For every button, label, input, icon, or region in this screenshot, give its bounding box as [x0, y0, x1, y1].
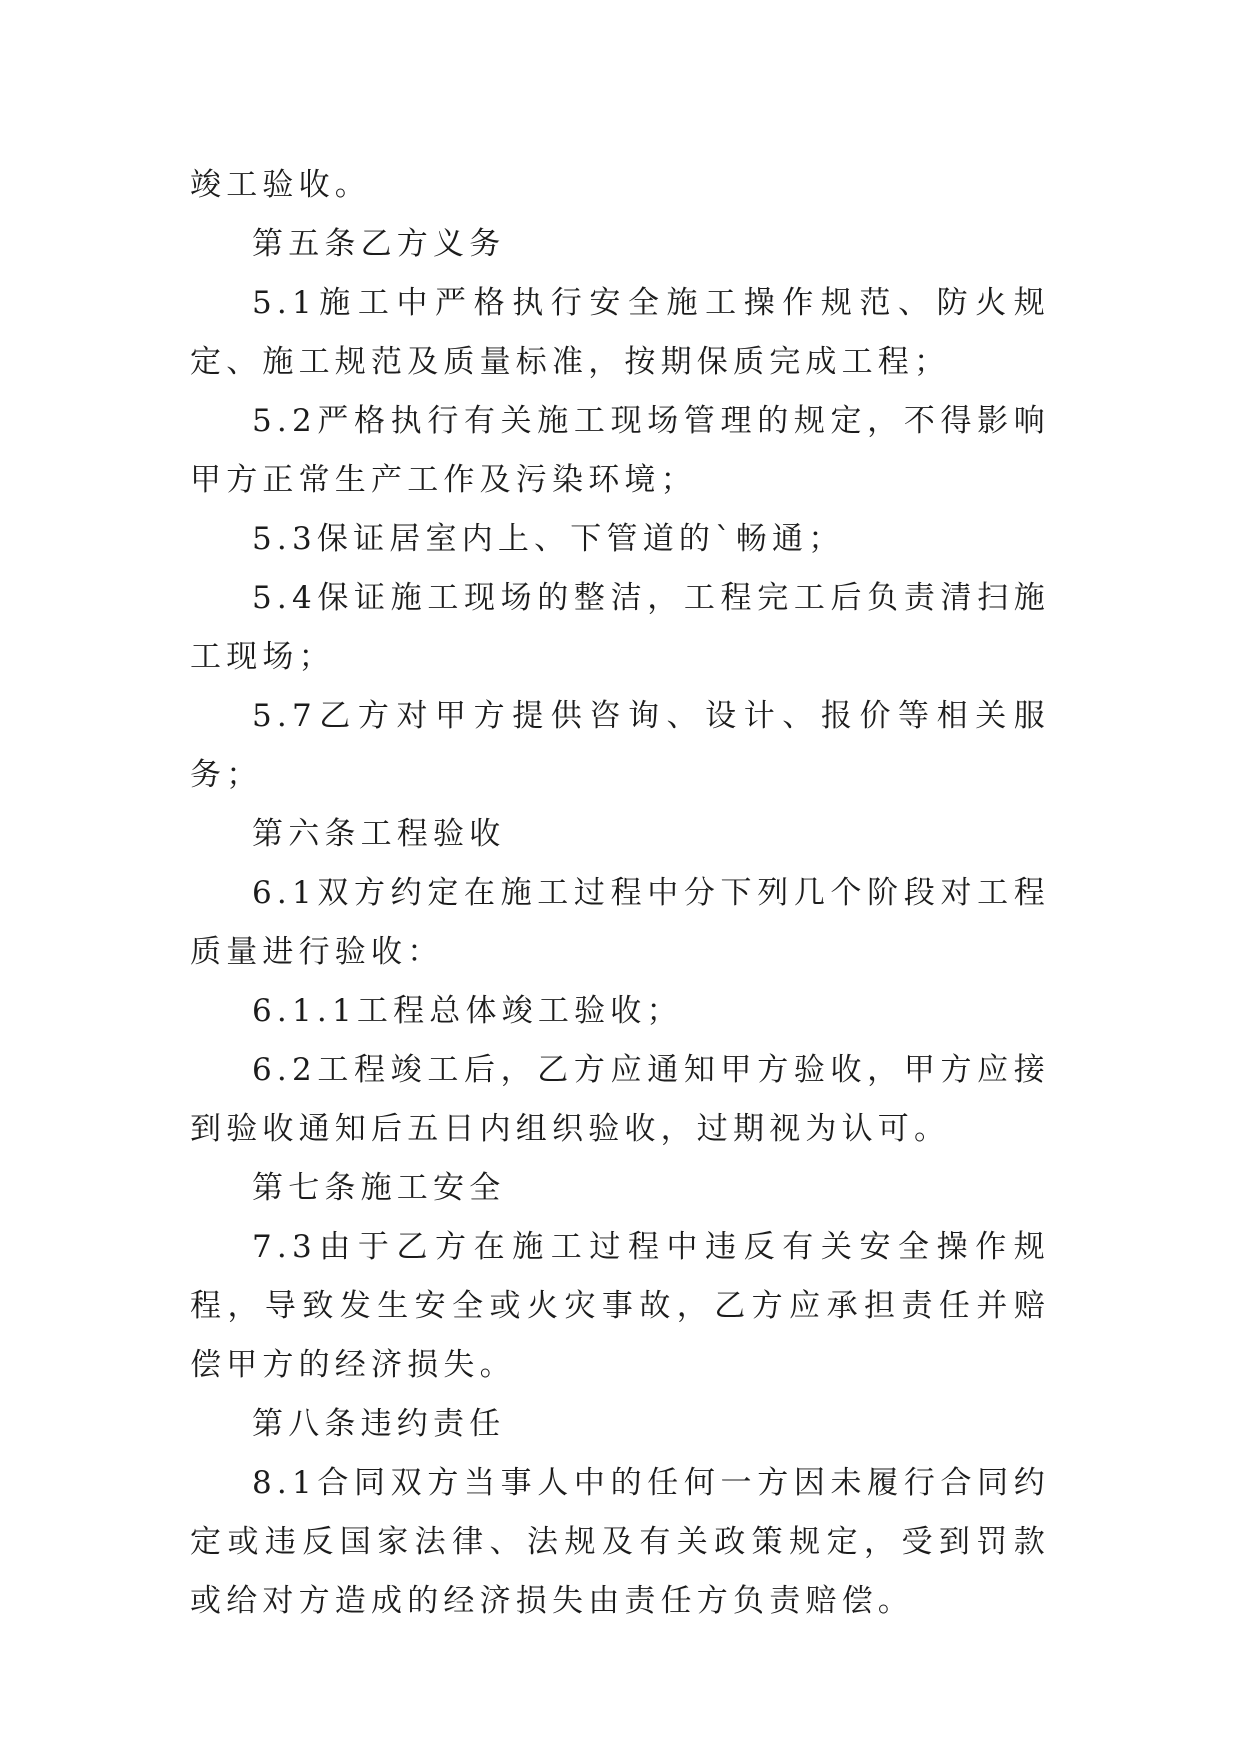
- document-body: [190, 156, 1050, 1631]
- article-6-heading: 第六条工程验收: [252, 816, 506, 852]
- clause-5-1: 5.1施工中严格执行安全施工操作规范、防火规定、施工规范及质量标准，按期保质完成工程；: [190, 285, 1050, 380]
- clause-5-2: 5.2严格执行有关施工现场管理的规定，不得影响甲方正常生产工作及污染环境；: [190, 403, 1050, 498]
- clause-5-4: 5.4保证施工现场的整洁，工程完工后负责清扫施工现场；: [190, 580, 1050, 675]
- article-8-heading: 第八条违约责任: [252, 1406, 506, 1442]
- clause-5-3: 5.3保证居室内上、下管道的`畅通；: [252, 521, 845, 557]
- clause-6-1: 6.1双方约定在施工过程中分下列几个阶段对工程质量进行验收：: [190, 875, 1050, 970]
- clause-5-7: 5.7乙方对甲方提供咨询、设计、报价等相关服务；: [190, 698, 1050, 793]
- paragraph-continuation: 竣工验收。: [190, 167, 371, 203]
- clause-8-1: 8.1合同双方当事人中的任何一方因未履行合同约定或违反国家法律、法规及有关政策规定，受到罚款或给对方造成的经济损失由责任方负责赔偿。: [190, 1465, 1050, 1619]
- clause-6-1-1: 6.1.1工程总体竣工验收；: [252, 993, 683, 1029]
- clause-7-3: 7.3由于乙方在施工过程中违反有关安全操作规程，导致发生安全或火灾事故，乙方应承担责任并赔偿甲方的经济损失。: [190, 1229, 1050, 1383]
- article-5-heading: 第五条乙方义务: [252, 226, 506, 262]
- article-7-heading: 第七条施工安全: [252, 1170, 506, 1206]
- clause-6-2: 6.2工程竣工后，乙方应通知甲方验收，甲方应接到验收通知后五日内组织验收，过期视为认可。: [190, 1052, 1050, 1147]
